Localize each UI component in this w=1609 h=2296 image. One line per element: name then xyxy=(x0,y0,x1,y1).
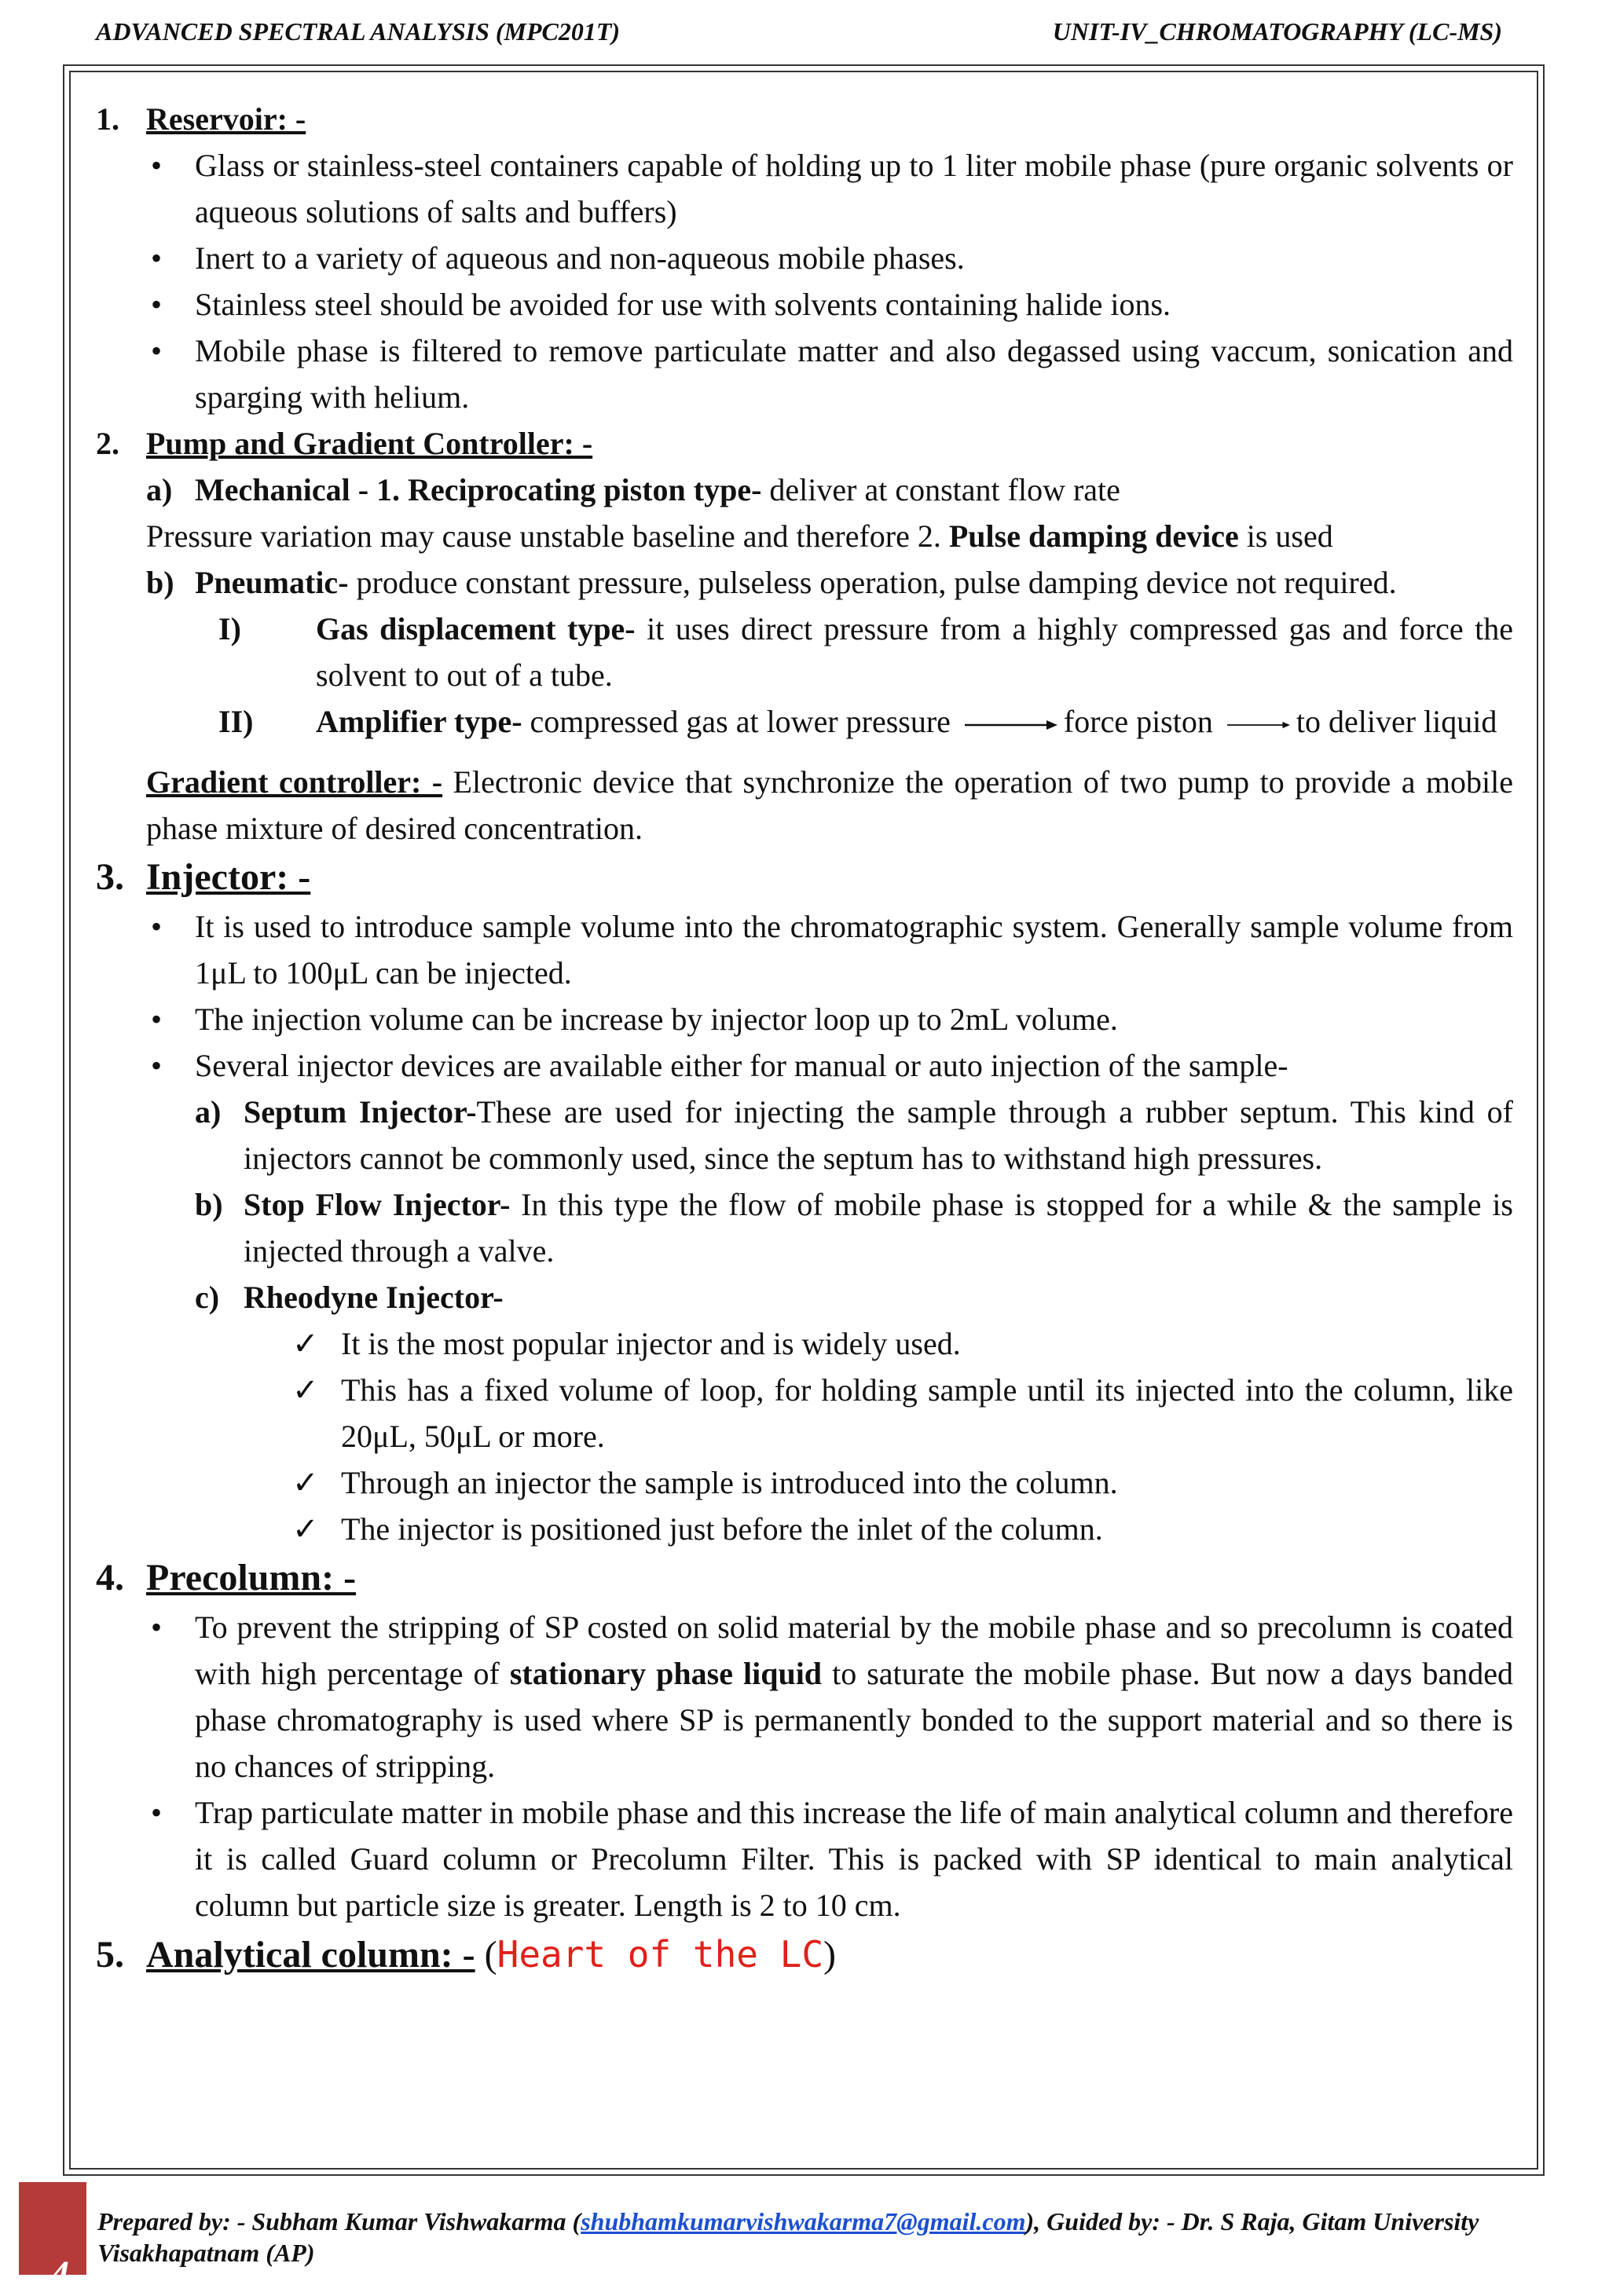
section-number: 5. xyxy=(96,1934,124,1976)
bullet-item: • Several injector devices are available either for manual or auto injection of the sample- xyxy=(96,1042,1513,1089)
section-title: Reservoir: - xyxy=(146,101,306,137)
section-number: 1. xyxy=(96,101,119,137)
checkmark-icon: ✓ xyxy=(292,1326,319,1361)
section-title: Precolumn: - xyxy=(146,1557,357,1598)
bullet-item: • Mobile phase is filtered to remove particulate matter and also degassed using vaccum, sonication and sparging with helium. xyxy=(96,328,1513,420)
check-item: ✓ The injector is positioned just before the inlet of the column. xyxy=(96,1506,1513,1552)
header-right: UNIT-IV_CHROMATOGRAPHY (LC-MS) xyxy=(1052,17,1502,46)
bullet-icon: • xyxy=(151,240,163,276)
page-content xyxy=(96,96,1513,1981)
bullet-item: • Trap particulate matter in mobile phase and this increase the life of main analytical column and therefore it is called Guard column or Precolumn Filter. This is packed with SP identical to main analytical column but particle size is greater. Length is 2 to 10 cm. xyxy=(96,1789,1513,1928)
section-heading-precolumn xyxy=(96,1552,1513,1604)
section-number: 4. xyxy=(96,1557,124,1598)
section-heading-pump xyxy=(96,420,1513,467)
check-item: ✓ It is the most popular injector and is widely used. xyxy=(96,1320,1513,1367)
bullet-item: • Glass or stainless-steel containers capable of holding up to 1 liter mobile phase (pure organic solvents or aqueous solutions of salts and buffers) xyxy=(96,142,1513,235)
bullet-icon: • xyxy=(151,1048,163,1083)
email-link[interactable]: shubhamkumarvishwakarma7@gmail.com xyxy=(581,2207,1026,2236)
section-heading-analytical-column: 5. Analytical column: - ( Heart of the LC ) xyxy=(96,1928,1513,1981)
page-number: 4 xyxy=(50,2254,69,2295)
arrow-right-icon xyxy=(965,719,1057,731)
sub-item-amplifier: II) Amplifier type- compressed gas at lower pressure force piston to deliver liquid xyxy=(218,704,1497,739)
bullet-icon: • xyxy=(151,909,163,944)
bullet-icon: • xyxy=(151,333,163,368)
section-number: 2. xyxy=(96,426,119,461)
header-left: ADVANCED SPECTRAL ANALYSIS (MPC201T) xyxy=(96,17,621,46)
bullet-icon: • xyxy=(151,1609,163,1645)
handwritten-note: Heart of the LC xyxy=(497,1933,824,1976)
footer-credits: Prepared by: - Subham Kumar Vishwakarma (shubhamkumarvishwakarma7@gmail.com), Guided by: - Dr. S Raja, Gitam University Visakhapatnam (AP) xyxy=(97,2207,1479,2267)
bullet-icon: • xyxy=(151,287,163,322)
bullet-item: • Inert to a variety of aqueous and non-aqueous mobile phases. xyxy=(96,235,1513,281)
sub-item-pneumatic: b) Pneumatic- produce constant pressure, pulseless operation, pulse damping device not required. xyxy=(146,565,1397,600)
section-title: Analytical column: - xyxy=(146,1934,475,1976)
section-title: Injector: - xyxy=(146,856,311,898)
bullet-item: • The injection volume can be increase by injector loop up to 2mL volume. xyxy=(96,996,1513,1042)
check-item: ✓ Through an injector the sample is introduced into the column. xyxy=(96,1459,1513,1506)
arrow-right-icon xyxy=(1227,719,1290,731)
section-heading-reservoir xyxy=(96,96,1513,142)
sub-item-rheodyne-injector: c) Rheodyne Injector- xyxy=(195,1280,504,1315)
bullet-item: • It is used to introduce sample volume into the chromatographic system. Generally sample volume from 1μL to 100μL can be injected. xyxy=(96,903,1513,996)
section-title: Pump and Gradient Controller: - xyxy=(146,426,593,461)
checkmark-icon: ✓ xyxy=(292,1465,319,1500)
sub-item-stop-flow-injector: b) Stop Flow Injector- In this type the flow of mobile phase is stopped for a while & the sample is injected through a valve. xyxy=(195,1187,1514,1269)
checkmark-icon: ✓ xyxy=(292,1511,319,1547)
checkmark-icon: ✓ xyxy=(292,1372,319,1408)
pressure-variation-text: Pressure variation may cause unstable baseline and therefore 2. Pulse damping device is used xyxy=(146,518,1333,554)
gradient-controller-text: Gradient controller: - Electronic device that synchronize the operation of two pump to provide a mobile phase mixture of desired concentration. xyxy=(146,764,1513,846)
bullet-icon: • xyxy=(151,1002,163,1037)
check-item: ✓ This has a fixed volume of loop, for holding sample until its injected into the column, like 20μL, 50μL or more. xyxy=(96,1367,1513,1459)
bullet-icon: • xyxy=(151,1795,163,1830)
bullet-item: • To prevent the stripping of SP costed on solid material by the mobile phase and so precolumn is coated with high percentage of stationary phase liquid to saturate the mobile phase. But now a days banded phase chromatography is used where SP is permanently bonded to the support material and so there is no chances of stripping. xyxy=(96,1604,1513,1789)
sub-item-mechanical: a) Mechanical - 1. Reciprocating piston type- deliver at constant flow rate xyxy=(146,472,1120,507)
bullet-icon: • xyxy=(151,148,163,183)
section-number: 3. xyxy=(96,856,124,898)
bullet-item: • Stainless steel should be avoided for use with solvents containing halide ions. xyxy=(96,281,1513,328)
sub-item-gas-displacement: I) Gas displacement type- it uses direct pressure from a highly compressed gas and force the solvent to out of a tube. xyxy=(218,611,1513,693)
sub-item-septum-injector: a) Septum Injector-These are used for injecting the sample through a rubber septum. This kind of injectors cannot be commonly used, since the septum has to withstand high pressures. xyxy=(195,1094,1513,1176)
section-heading-injector xyxy=(96,851,1513,903)
